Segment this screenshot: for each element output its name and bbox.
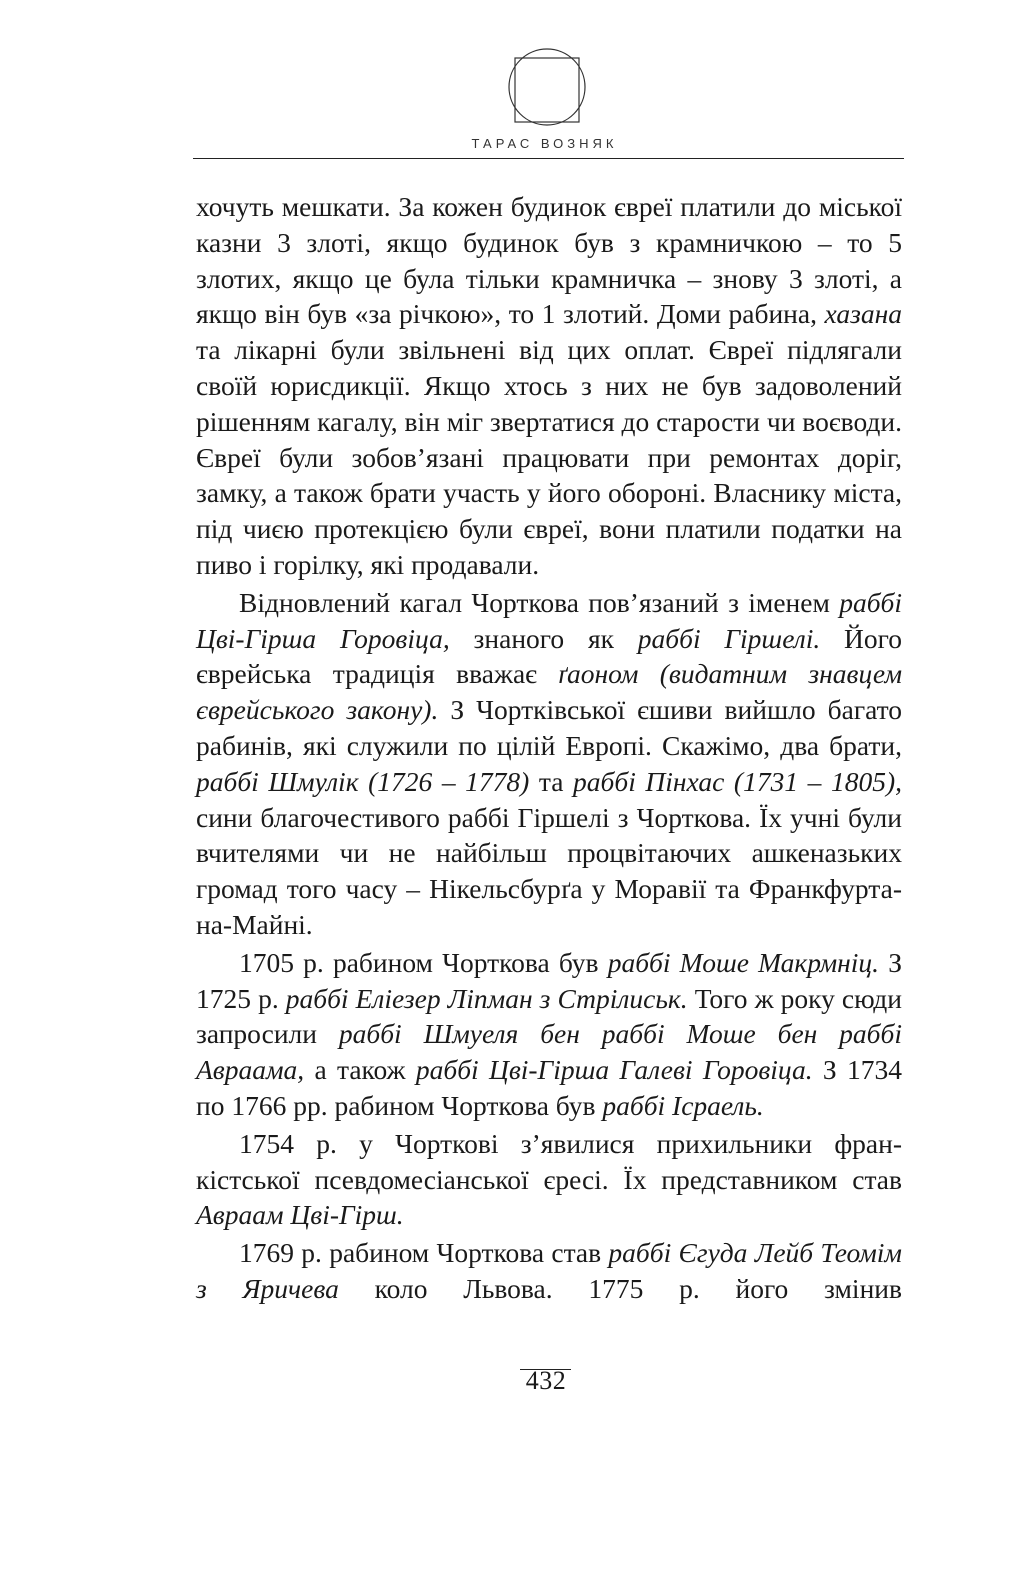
text-run: 1705 р. рабином Чорткова був [239,946,608,978]
italic-run: раббі Шмулік (1726 – 1778) [196,765,530,797]
text-run: 1769 р. рабином Чорткова став [239,1237,609,1269]
italic-run: раббі Еліезер Ліпман з Стрілиськ. [285,982,688,1014]
page-body [196,189,902,1307]
paragraph [196,945,902,1124]
italic-run: ґаоном (видатним знавцем єврейського закону). [196,658,903,726]
paragraph [196,1235,902,1307]
text-run: З Чортківської єшиви вийшло багато рабинів, які служили по цілій Европі. Скажімо, два брати, [196,694,902,761]
text-run: З 1725 р. [196,946,903,1014]
text-run: Того ж року сюди запросили [196,982,902,1050]
italic-run: раббі Цві-Гірша Горовіца, [196,586,902,654]
italic-run: раббі Пінхас (1731 – 1805), [573,765,903,797]
text-run: хочуть мешкати. За кожен будинок євреї платили до міської казни 3 злоті, якщо будинок був з крамничкою – то 5 злотих, якщо це була тільки крамничка – знову 3 злоті, а якщо він був «за річкою», то 1 злотий. Доми рабина, [196,191,902,330]
running-header-author: ТАРАС ВОЗНЯК [471,136,618,151]
italic-run: раббі Єгуда Лейб Теомім з Яричева [196,1237,902,1304]
italic-run: раббі Ісраель. [602,1089,764,1121]
header-rule [193,158,904,159]
paragraph [196,585,902,943]
text-run: 1754 р. у Чорткові з’явилися прихильники франкістської псевдомесіанської єресі. Їх представником став [196,1127,902,1195]
text-run: З 1734 по 1766 рр. рабином Чорткова був [196,1054,902,1121]
text-run: Його єврейська традиція вважає [196,622,902,690]
text-run: знаного як [449,622,638,654]
italic-run: Авраам Цві-Гірш. [196,1199,404,1231]
paragraph [196,189,902,583]
text-run: сини благочестивого раббі Гіршелі з Чорткова. Їх учні були вчителями чи не найбільш процвітаючих ашкеназьких громад того часу – Нікельсбурґа у Моравії та Франкфурта-на-Майні. [196,801,902,940]
italic-run: раббі Моше Макрмніц. [607,946,880,978]
italic-run: раббі Шмуеля бен раббі Моше бен раббі Авраама, [196,1018,902,1086]
paragraph [196,1126,902,1233]
text-run: а також [304,1054,416,1086]
italic-run: раббі Цві-Гірша Галеві Горовіца. [415,1054,813,1086]
text-run: та лікарні були звільнені від цих оплат. Євреї підлягали своїй юрисдикції. Якщо хтось з них не був задоволений рішенням кагалу, він міг звертатися до старости чи воєводи. Євреї були зобов’язані працювати при ремонтах доріг, замку, а також брати участь у його обороні. Власнику міста, під чиєю протекцією були євреї, вони платили податки на пиво і горілку, які продавали. [196,334,902,580]
italic-run: раббі Гіршелі. [637,622,821,654]
text-run: коло Львова. 1775 р. його змінив [338,1272,902,1304]
page-number: 432 [525,1366,567,1395]
italic-run: хазана [824,298,902,330]
text-run: та [529,765,574,797]
circle-square-logo-icon [507,46,587,130]
text-run: Відновлений кагал Чорткова пов’язаний з іменем [239,586,840,618]
